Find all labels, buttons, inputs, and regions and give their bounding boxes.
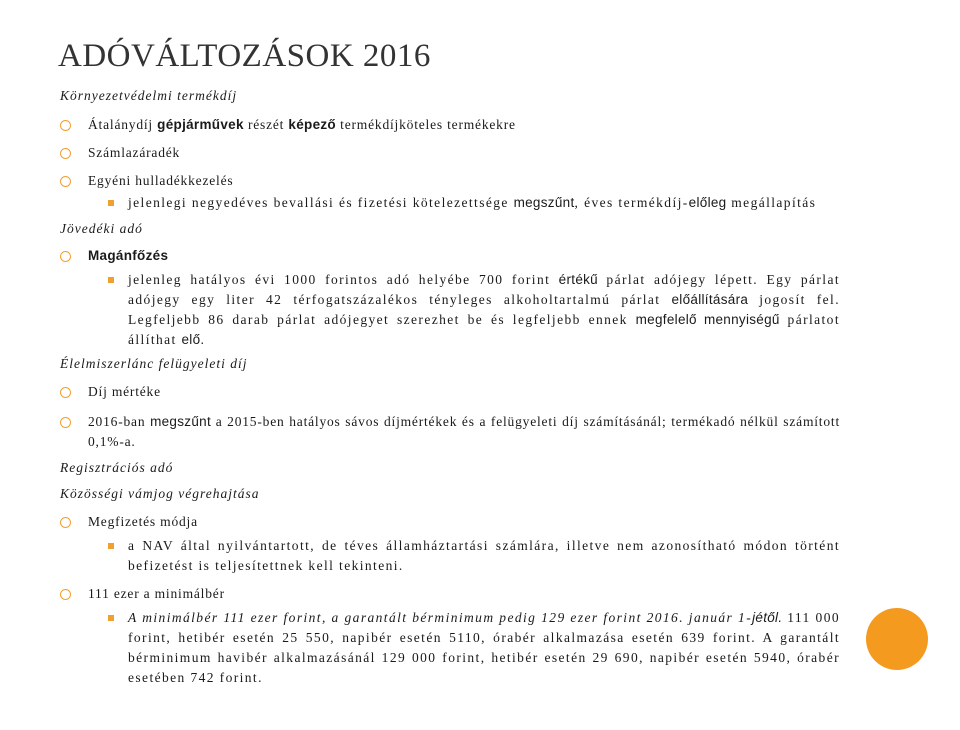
- list-item: [60, 115, 840, 135]
- item-text: képező: [288, 117, 336, 132]
- item-text: Díj mértéke: [88, 384, 161, 399]
- item-text: Magánfőzés: [88, 248, 169, 263]
- ring-bullet-icon: [60, 251, 71, 262]
- sub-text: megállapítás: [726, 195, 817, 210]
- ring-bullet-icon: [60, 120, 71, 131]
- square-bullet-icon: [108, 200, 114, 206]
- sub-text: jelenlegi negyedéves bevallási és fizetési kötelezettsége: [128, 195, 514, 210]
- square-bullet-icon: [108, 615, 114, 621]
- sub-text: megfelelő mennyiségű: [635, 312, 780, 327]
- item-text: Egyéni hulladékkezelés: [88, 173, 234, 188]
- item-text: a 2015-ben hatályos sávos díjmértékek és a felügyeleti díj számításánál; termékadó nélkül számított 0,1%-a.: [88, 414, 841, 449]
- list-item: [60, 584, 840, 604]
- page-title: ADÓVÁLTOZÁSOK 2016: [58, 38, 431, 74]
- section-heading-regisztracios: Regisztrációs adó: [60, 460, 174, 475]
- sub-text: jelenleg hatályos évi 1000 forintos adó helyébe 700 forint: [128, 272, 559, 287]
- square-bullet-icon: [108, 277, 114, 283]
- sub-text: 111 000 forint, hetibér esetén 25 550, napibér esetén 5110, órabér alkalmazása esetén 639 forint. A garantált bérminimum havibér alkalmazásánál 129 000 forint, hetibér esetén 29 690, napibér esetén 5940, órabér esetében 742 forint.: [128, 610, 840, 685]
- sub-text: jogosít fel. Legfeljebb 86 darab párlat adójegyet szerezhet be és legfeljebb ennek: [128, 292, 840, 327]
- item-text: Megfizetés módja: [88, 514, 198, 529]
- sub-text: előállítására: [671, 292, 749, 307]
- item-text: termékdíjköteles termékekre: [335, 117, 516, 132]
- ring-bullet-icon: [60, 387, 71, 398]
- sub-item: [60, 270, 840, 350]
- list-item: [60, 143, 840, 163]
- item-text: 111 ezer a minimálbér: [88, 586, 225, 601]
- sub-text: jétől.: [752, 610, 783, 625]
- sub-text: értékű: [558, 272, 598, 287]
- ring-bullet-icon: [60, 417, 71, 428]
- item-text: Számlazáradék: [88, 145, 181, 160]
- section-heading-elelmiszerlanc: Élelmiszerlánc felügyeleti díj: [60, 356, 248, 371]
- sub-text: elő.: [181, 332, 205, 347]
- section-heading-jovedeki: Jövedéki adó: [60, 221, 143, 236]
- ring-bullet-icon: [60, 148, 71, 159]
- section-heading-vamjog: Közösségi vámjog végrehajtása: [60, 486, 260, 501]
- list-item: [60, 171, 840, 191]
- sub-text: a NAV által nyilvántartott, de téves államháztartási számlára, illetve nem azonosítható módon történt befizetést is teljesítettnek kell tekinteni.: [128, 538, 840, 573]
- sub-text: megszűnt: [513, 195, 575, 210]
- ring-bullet-icon: [60, 517, 71, 528]
- ring-bullet-icon: [60, 176, 71, 187]
- sub-text: A minimálbér 111 ezer forint, a garantált bérminimum pedig 129 ezer forint 2016. január 1-: [128, 610, 753, 625]
- list-item: [60, 382, 840, 402]
- sub-text: párlatot állíthat: [128, 312, 840, 347]
- item-text: 2016-ban: [88, 414, 151, 429]
- item-text: megszűnt: [150, 414, 212, 429]
- list-item: [60, 412, 840, 452]
- sub-text: , éves termékdíj-: [574, 195, 689, 210]
- sub-item: [60, 608, 840, 688]
- item-text: részét: [243, 117, 289, 132]
- sub-text: előleg: [688, 195, 727, 210]
- sub-item: [60, 536, 840, 576]
- square-bullet-icon: [108, 543, 114, 549]
- item-text: Átalánydíj: [88, 117, 158, 132]
- item-text: gépjárművek: [157, 117, 244, 132]
- list-item: [60, 512, 840, 532]
- slide-content: [60, 82, 840, 688]
- section-heading-kornyezetvedelmi: Környezetvédelmi termékdíj: [60, 88, 238, 103]
- list-item: [60, 246, 840, 266]
- sub-item: [60, 193, 840, 213]
- sub-text: párlat adójegy lépett. Egy párlat adójegy egy liter 42 térfogatszázalékos tényleges alkoholtartalmú párlat: [128, 272, 840, 307]
- ring-bullet-icon: [60, 589, 71, 600]
- decorative-orange-circle: [866, 608, 928, 670]
